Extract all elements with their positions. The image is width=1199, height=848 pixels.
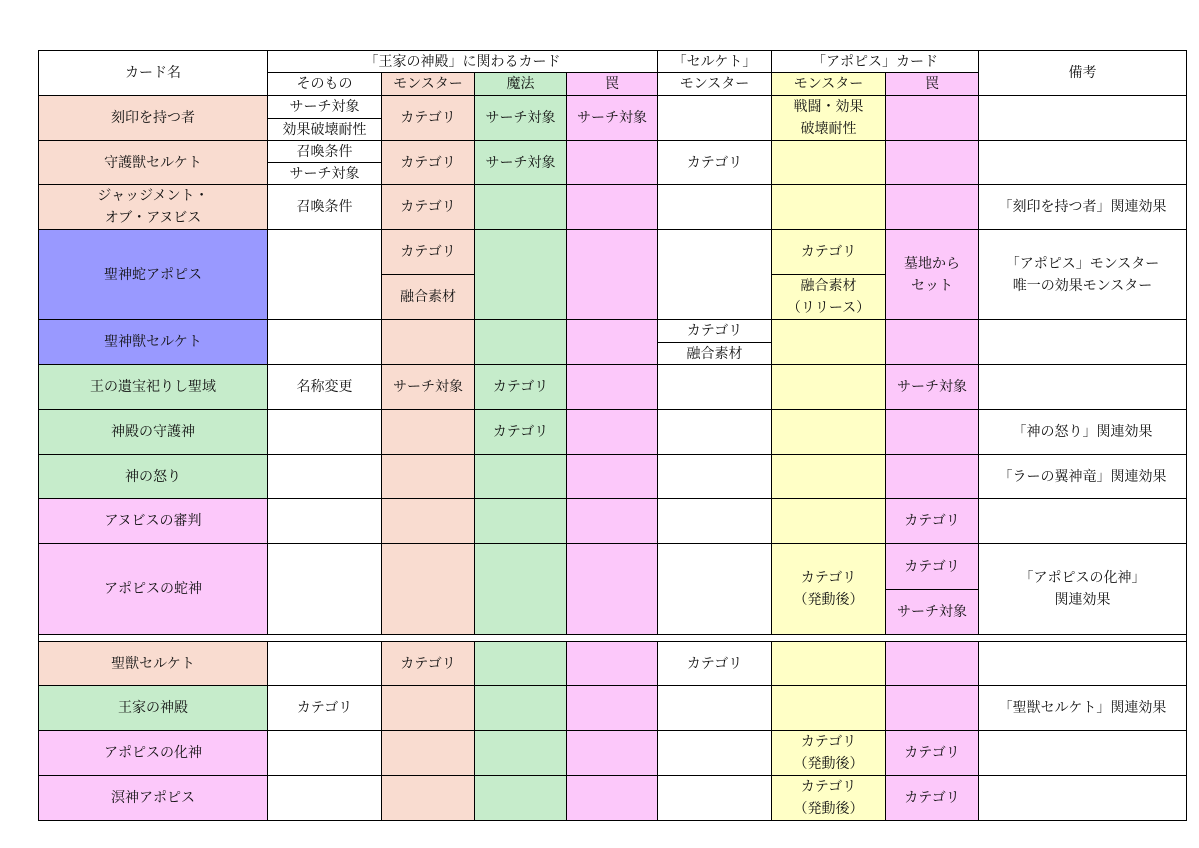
table-cell — [885, 184, 979, 230]
cell-text: 「アポピス」カード — [812, 53, 938, 70]
cell-text: サーチ対象 — [393, 379, 463, 395]
card-name-cell — [38, 775, 268, 821]
cell-text: 神殿の守護神 — [111, 424, 195, 440]
table-cell — [771, 498, 886, 544]
notes-cell — [978, 409, 1187, 455]
split-cell-top — [885, 543, 979, 590]
notes-cell — [978, 229, 1187, 320]
cell-text: カテゴリ — [492, 379, 549, 395]
table-cell — [885, 95, 979, 141]
table-cell — [771, 454, 886, 499]
cell-text: カード名 — [125, 65, 181, 81]
header-oke-sub — [267, 72, 382, 96]
cell-text: カテゴリ — [400, 655, 456, 672]
cell-text: サーチ対象 — [485, 154, 556, 171]
table-cell — [267, 641, 382, 686]
cell-text: 「神の怒り」関連効果 — [1012, 424, 1153, 440]
split-cell-bottom — [771, 274, 886, 320]
cell-text: 「セルケト」 — [672, 53, 757, 70]
table-cell — [566, 685, 658, 731]
split-cell-top — [657, 319, 772, 343]
cell-text: カテゴリ — [686, 154, 743, 171]
table-cell — [657, 685, 772, 731]
table-cell — [267, 775, 382, 821]
cell-text: 効果破壊耐性 — [282, 121, 367, 138]
cell-text: カテゴリ — [400, 154, 456, 171]
cell-text: 聖神獣セルケト — [104, 334, 202, 350]
header-serket-sub — [657, 72, 772, 96]
table-cell — [657, 140, 772, 185]
table-cell — [657, 730, 772, 776]
header-apophis-sub — [771, 72, 886, 96]
table-cell — [381, 543, 475, 635]
table-cell — [771, 775, 886, 821]
cell-text: 溟神アポピス — [111, 790, 195, 806]
cell-text: セット — [911, 277, 953, 294]
table-cell — [566, 498, 658, 544]
card-name-cell — [38, 95, 268, 141]
card-name-cell — [38, 685, 268, 731]
table-cell — [657, 229, 772, 320]
table-cell — [381, 685, 475, 731]
cell-text: 関連効果 — [1054, 592, 1111, 608]
card-name-cell — [38, 184, 268, 230]
table-cell — [381, 775, 475, 821]
cell-text: 「アポピスの化神」 — [1019, 570, 1146, 586]
table-cell — [474, 685, 567, 731]
cell-text: モンスター — [393, 76, 463, 92]
cell-text: （発動後） — [793, 756, 864, 772]
split-cell-top — [381, 229, 475, 275]
card-name-cell — [38, 140, 268, 185]
card-name-cell — [38, 498, 268, 544]
cell-text: アヌビスの審判 — [104, 513, 202, 529]
notes-cell — [978, 730, 1187, 776]
table-cell — [566, 364, 658, 410]
header-serket-group — [657, 50, 772, 73]
cell-text: オブ・アヌビス — [104, 210, 202, 226]
cell-text: 召喚条件 — [296, 143, 353, 160]
table-cell — [657, 95, 772, 141]
table-cell — [885, 229, 979, 320]
cell-text: カテゴリ — [904, 790, 960, 806]
card-name-cell — [38, 229, 268, 320]
cell-text: 破壊耐性 — [800, 121, 857, 137]
cell-text: 魔法 — [506, 76, 535, 92]
split-cell-top — [771, 229, 886, 275]
cell-text: カテゴリ — [904, 745, 960, 761]
split-cell-top — [267, 140, 382, 163]
cell-text: 罠 — [925, 76, 939, 92]
table-cell — [381, 95, 475, 141]
cell-text: カテゴリ — [400, 244, 456, 260]
table-cell — [267, 364, 382, 410]
card-name-cell — [38, 454, 268, 499]
table-cell — [267, 409, 382, 455]
table-cell — [885, 364, 979, 410]
table-cell — [771, 364, 886, 410]
cell-text: カテゴリ — [800, 244, 857, 260]
table-cell — [657, 543, 772, 635]
cell-text: （リリース） — [786, 300, 871, 316]
card-name-cell — [38, 730, 268, 776]
cell-text: 守護獣セルケト — [104, 154, 202, 171]
cell-text: モンスター — [679, 76, 750, 92]
table-cell — [267, 730, 382, 776]
table-cell — [474, 409, 567, 455]
notes-cell — [978, 454, 1187, 499]
notes-cell — [978, 685, 1187, 731]
table-cell — [771, 319, 886, 365]
table-cell — [771, 641, 886, 686]
notes-cell — [978, 319, 1187, 365]
table-cell — [566, 409, 658, 455]
header-card-name — [38, 50, 268, 96]
table-cell — [566, 95, 658, 141]
table-cell — [474, 184, 567, 230]
header-oke-sub — [381, 72, 475, 96]
table-cell — [885, 730, 979, 776]
table-cell — [474, 95, 567, 141]
cell-text: 「聖獣セルケト」関連効果 — [998, 700, 1167, 716]
cell-text: 融合素材 — [400, 289, 456, 305]
table-cell — [381, 730, 475, 776]
table-cell — [566, 140, 658, 185]
cell-text: そのもの — [296, 76, 353, 92]
table-cell — [566, 641, 658, 686]
card-name-cell — [38, 543, 268, 635]
table-cell — [771, 543, 886, 635]
cell-text: ジャッジメント・ — [97, 188, 209, 204]
cell-text: カテゴリ — [492, 424, 549, 440]
table-cell — [474, 319, 567, 365]
split-cell-bottom — [381, 274, 475, 320]
table-cell — [381, 184, 475, 230]
notes-cell — [978, 641, 1187, 686]
table-cell — [474, 364, 567, 410]
cell-text: 刻印を持つ者 — [111, 110, 195, 126]
card-name-cell — [38, 319, 268, 365]
table-cell — [657, 641, 772, 686]
table-cell — [885, 498, 979, 544]
cell-text: モンスター — [793, 76, 864, 92]
notes-cell — [978, 543, 1187, 635]
header-apophis-group — [771, 50, 979, 73]
cell-text: サーチ対象 — [289, 165, 360, 182]
table-cell — [381, 498, 475, 544]
table-cell — [885, 140, 979, 185]
table-cell — [885, 409, 979, 455]
notes-cell — [978, 140, 1187, 185]
cell-text: 戦闘・効果 — [793, 99, 864, 115]
header-oke-group — [267, 50, 658, 73]
table-cell — [267, 454, 382, 499]
split-cell-bottom — [885, 589, 979, 635]
table-cell — [474, 454, 567, 499]
cell-text: カテゴリ — [904, 558, 960, 575]
header-notes — [978, 50, 1187, 96]
cell-text: （発動後） — [793, 801, 864, 817]
table-cell — [267, 229, 382, 320]
table-cell — [381, 409, 475, 455]
cell-text: サーチ対象 — [897, 604, 967, 620]
table-cell — [566, 184, 658, 230]
table-cell — [657, 775, 772, 821]
header-apophis-sub — [885, 72, 979, 96]
cell-text: カテゴリ — [400, 199, 456, 215]
table-cell — [885, 641, 979, 686]
cell-text: サーチ対象 — [577, 110, 647, 126]
cell-text: 「王家の神殿」に関わるカード — [364, 53, 561, 70]
cell-text: 名称変更 — [296, 379, 353, 395]
cell-text: アポピスの化神 — [104, 745, 202, 761]
table-cell — [474, 140, 567, 185]
cell-text: カテゴリ — [686, 323, 743, 339]
cell-text: サーチ対象 — [289, 99, 360, 115]
cell-text: 融合素材 — [686, 345, 743, 362]
table-cell — [381, 454, 475, 499]
cell-text: 「アポピス」モンスター — [1005, 255, 1160, 272]
cell-text: 唯一の効果モンスター — [1012, 277, 1153, 294]
table-cell — [771, 140, 886, 185]
table-cell — [566, 319, 658, 365]
notes-cell — [978, 775, 1187, 821]
card-name-cell — [38, 364, 268, 410]
split-cell-bottom — [267, 162, 382, 185]
table-cell — [885, 454, 979, 499]
cell-text: 「ラーの翼神竜」関連効果 — [998, 468, 1167, 485]
table-cell — [657, 409, 772, 455]
table-cell — [885, 775, 979, 821]
table-cell — [771, 95, 886, 141]
table-cell — [885, 319, 979, 365]
table-cell — [381, 140, 475, 185]
card-name-cell — [38, 409, 268, 455]
cell-text: 召喚条件 — [296, 199, 353, 215]
cell-text: カテゴリ — [296, 700, 353, 716]
cell-text: カテゴリ — [686, 655, 743, 672]
table-cell — [566, 229, 658, 320]
cell-text: （発動後） — [793, 592, 864, 608]
table-cell — [474, 229, 567, 320]
table-cell — [474, 641, 567, 686]
cell-text: 王の遺宝祀りし聖域 — [90, 379, 216, 395]
table-cell — [381, 319, 475, 365]
table-cell — [474, 730, 567, 776]
table-cell — [267, 498, 382, 544]
cell-text: 王家の神殿 — [118, 700, 188, 716]
cell-text: 聖獣セルケト — [111, 655, 195, 672]
section-divider — [38, 634, 1187, 642]
header-oke-sub — [566, 72, 658, 96]
cell-text: カテゴリ — [904, 513, 960, 529]
table-cell — [771, 685, 886, 731]
table-cell — [657, 184, 772, 230]
table-cell — [267, 685, 382, 731]
split-cell-bottom — [657, 342, 772, 365]
cell-text: カテゴリ — [800, 779, 857, 795]
table-cell — [566, 543, 658, 635]
table-cell — [885, 685, 979, 731]
cell-text: 聖神蛇アポピス — [104, 266, 202, 283]
cell-text: 墓地から — [904, 255, 960, 272]
table-cell — [657, 454, 772, 499]
table-cell — [566, 454, 658, 499]
table-cell — [657, 364, 772, 410]
cell-text: 罠 — [605, 76, 619, 92]
table-cell — [474, 543, 567, 635]
split-cell-bottom — [267, 118, 382, 141]
notes-cell — [978, 498, 1187, 544]
notes-cell — [978, 184, 1187, 230]
table-cell — [474, 498, 567, 544]
cell-text: 「刻印を持つ者」関連効果 — [998, 199, 1167, 215]
table-cell — [267, 319, 382, 365]
card-name-cell — [38, 641, 268, 686]
header-oke-sub — [474, 72, 567, 96]
table-cell — [566, 775, 658, 821]
cell-text: カテゴリ — [400, 110, 456, 126]
table-cell — [771, 184, 886, 230]
table-cell — [267, 184, 382, 230]
table-cell — [474, 775, 567, 821]
cell-text: アポピスの蛇神 — [104, 581, 202, 597]
notes-cell — [978, 364, 1187, 410]
cell-text: カテゴリ — [800, 734, 857, 750]
table-cell — [381, 364, 475, 410]
table-cell — [566, 730, 658, 776]
cell-text: 融合素材 — [800, 278, 857, 294]
cell-text: サーチ対象 — [897, 379, 967, 395]
table-cell — [771, 409, 886, 455]
cell-text: サーチ対象 — [485, 110, 556, 126]
table-cell — [381, 641, 475, 686]
table-cell — [267, 543, 382, 635]
cell-text: カテゴリ — [800, 570, 857, 586]
split-cell-top — [267, 95, 382, 119]
notes-cell — [978, 95, 1187, 141]
table-cell — [657, 498, 772, 544]
cell-text: 神の怒り — [125, 468, 181, 485]
table-cell — [771, 730, 886, 776]
cell-text: 備考 — [1068, 65, 1097, 81]
